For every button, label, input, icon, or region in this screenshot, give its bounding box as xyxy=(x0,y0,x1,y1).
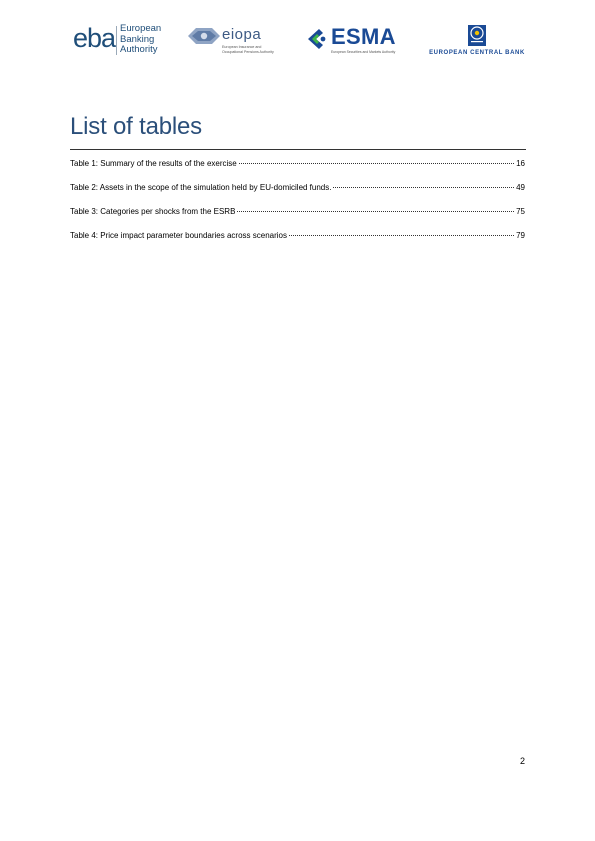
toc-entry-page[interactable]: 75 xyxy=(516,207,525,216)
toc-entry-page[interactable]: 79 xyxy=(516,231,525,240)
toc-entry-label[interactable]: Table 1: Summary of the results of the exercise xyxy=(70,159,237,168)
toc-entry[interactable] xyxy=(70,159,525,183)
eiopa-wordmark: eiopa xyxy=(222,26,262,43)
eba-name xyxy=(120,24,190,56)
title-divider xyxy=(70,149,526,150)
list-of-tables xyxy=(70,159,525,255)
eba-name-line: Banking xyxy=(120,33,155,45)
toc-dot-leader xyxy=(289,235,514,236)
eiopa-logo xyxy=(186,24,286,58)
esma-wordmark: ESMA xyxy=(331,24,396,49)
ecb-wordmark: EUROPEAN CENTRAL BANK xyxy=(429,50,525,56)
toc-entry[interactable] xyxy=(70,183,525,207)
toc-entry-label[interactable]: Table 3: Categories per shocks from the ESRB xyxy=(70,207,236,216)
toc-entry-label[interactable]: Table 4: Price impact parameter boundaries across scenarios xyxy=(70,231,287,240)
toc-entry[interactable] xyxy=(70,231,525,255)
page-title: List of tables xyxy=(70,113,202,140)
toc-dot-leader xyxy=(237,211,514,212)
eba-wordmark: eba xyxy=(73,23,116,53)
toc-dot-leader xyxy=(239,163,514,164)
esma-logo xyxy=(303,26,403,56)
eba-name-line: European xyxy=(120,23,162,34)
esma-subtitle: European Securities and Markets Authority xyxy=(331,50,396,54)
eiopa-subtitle-line: European Insurance and xyxy=(222,45,262,49)
ecb-emblem-icon xyxy=(466,22,488,48)
esma-emblem-icon xyxy=(305,27,329,51)
logo-band xyxy=(0,18,595,62)
eba-divider xyxy=(116,26,117,55)
toc-entry-label[interactable]: Table 2: Assets in the scope of the simulation held by EU-domiciled funds. xyxy=(70,183,332,192)
page-number: 2 xyxy=(519,756,525,766)
toc-dot-leader xyxy=(333,187,514,188)
ecb-logo xyxy=(424,18,530,60)
eba-name-line: Authority xyxy=(120,44,158,56)
toc-entry-page[interactable]: 49 xyxy=(516,183,525,192)
toc-entry[interactable] xyxy=(70,207,525,231)
eiopa-subtitle xyxy=(222,45,292,54)
toc-entry-page[interactable]: 16 xyxy=(516,159,525,168)
eiopa-subtitle-line: Occupational Pensions Authority xyxy=(222,49,274,54)
eiopa-emblem-icon xyxy=(186,26,222,46)
